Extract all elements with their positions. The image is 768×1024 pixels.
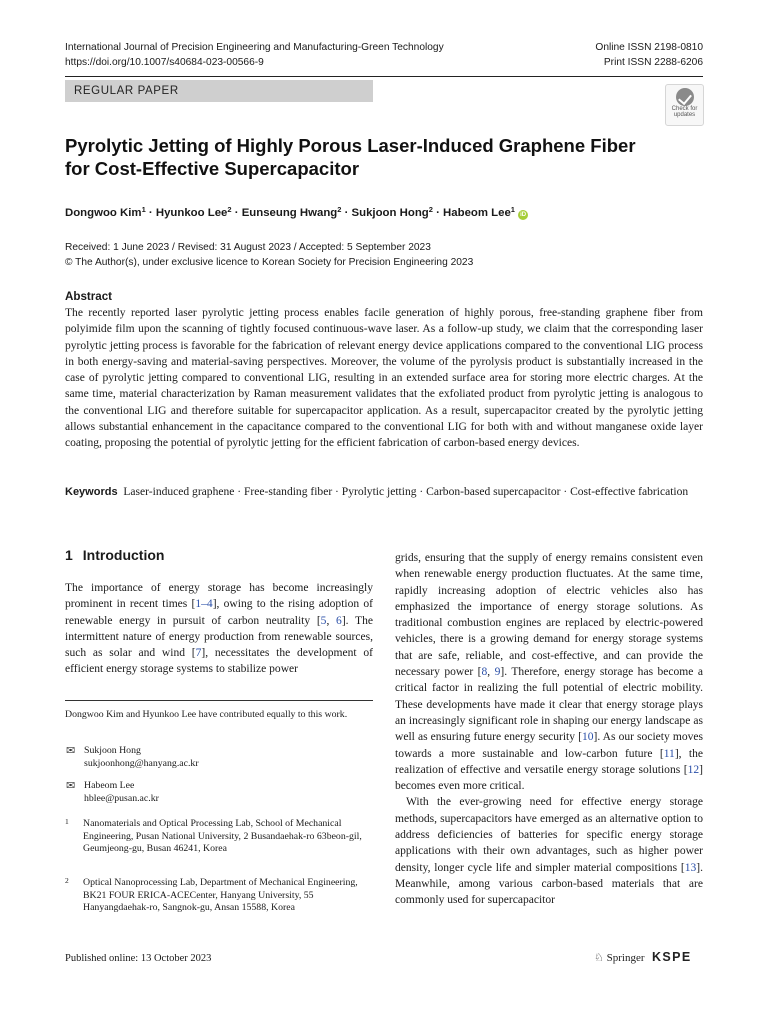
affiliation-number: 1 <box>65 817 69 826</box>
author-name[interactable]: Sukjoon Hong <box>351 207 429 219</box>
affiliation-number: 2 <box>65 876 69 885</box>
copyright-line: © The Author(s), under exclusive licence to Korean Society for Precision Engineering 2023 <box>65 257 474 268</box>
citation-link[interactable]: 1–4 <box>195 598 213 611</box>
author-affiliation: 1 <box>510 205 515 214</box>
text-run: ]. Therefore, energy storage has become a critical factor in realizing the full potential of electric mobility. These developments have made it clear that energy storage plays an increasingly significant role in shaping our energy landscape as well as ensuring future energy security [ <box>395 666 703 744</box>
text-run: ], the realization of effective and versatile energy storage solutions [ <box>395 747 703 776</box>
envelope-icon: ✉ <box>66 745 76 757</box>
author-name[interactable]: Eunseung Hwang <box>241 207 338 219</box>
orcid-icon[interactable]: iD <box>520 212 527 218</box>
text-run: ], necessitates the development of efficient energy storage systems to stabilize power <box>65 647 373 676</box>
text-run: ]. As our society moves towards a more sustainable and low-carbon future [ <box>395 731 703 760</box>
text-run: ] becomes even more critical. <box>395 763 703 793</box>
author-name[interactable]: Hyunkoo Lee <box>155 207 228 219</box>
citation-link[interactable]: 12 <box>687 763 700 776</box>
author-separator: · <box>432 207 444 219</box>
contact-email[interactable]: sukjoonhong@hanyang.ac.kr <box>84 758 199 769</box>
springer-label: Springer <box>606 952 645 964</box>
section-heading <box>65 547 164 563</box>
check-updates-line1: Check for <box>671 106 698 112</box>
citation-link[interactable]: 9 <box>494 666 501 679</box>
affiliation-text: Nanomaterials and Optical Processing Lab, School of Mechanical Engineering, Pusan National University, 2 Busandaehak-ro 63beon-gil, Geumjeong-gu, Busan 46241, Korea <box>83 818 362 855</box>
header-rule <box>65 76 703 77</box>
text-run: ], owing to the rising adoption of renewable energy in pursuit of carbon neutrality [ <box>65 598 373 627</box>
text-run: The importance of energy storage has become increasingly prominent in recent times [ <box>65 582 373 611</box>
paper-title <box>65 134 685 180</box>
springer-horse-icon: ♘ <box>594 952 604 964</box>
citation-link[interactable]: 10 <box>581 731 594 744</box>
article-type-badge: REGULAR PAPER <box>65 80 373 102</box>
affiliation-text: Optical Nanoprocessing Lab, Department of Mechanical Engineering, BK21 FOUR ERICA-ACECenter, Hanyang University, 55 Hanyangdaehak-ro, Sangnok-gu, Ansan 15588, Korea <box>83 877 358 914</box>
author-affiliation: 1 <box>141 205 146 214</box>
springer-logo <box>594 951 645 964</box>
envelope-icon: ✉ <box>66 780 76 792</box>
affiliation <box>65 877 365 929</box>
contact-email[interactable]: hblee@pusan.ac.kr <box>84 793 159 804</box>
corresponding-author <box>66 780 366 808</box>
footnote-rule <box>65 700 373 701</box>
keywords <box>65 484 703 500</box>
paragraph <box>395 794 703 908</box>
paragraph: grids, ensuring that the supply of energy remains consistent even when renewable energy production fluctuates. At the same time, rapidly increasing adoption of electric vehicles also has emphasized the importance of energy storage solutions. As traditional combustion engines are replaced by electric-powered vehicles, there is a growing demand for energy storage systems that are safe, reliable, and cost-effective, and can provide the necessary power [8, 9]. Therefore, energy storage has become a critical factor in realizing the full potential of electric mobility. These developments have made it clear that energy storage plays an increasingly significant role in shaping our energy landscape as well as ensuring future energy security [10]. As our society moves towards a more sustainable and low-carbon future [11], the realization of effective and versatile energy storage solutions [12] becomes even more critical. <box>395 552 703 793</box>
received-dates: Received: 1 June 2023 / Revised: 31 August 2023 / Accepted: 5 September 2023 <box>65 242 431 253</box>
author-affiliation: 2 <box>337 205 342 214</box>
doi-link[interactable]: https://doi.org/10.1007/s40684-023-00566-9 <box>65 57 264 68</box>
author-name[interactable]: Habeom Lee <box>443 207 511 219</box>
corresponding-author <box>66 745 366 773</box>
author-affiliation: 2 <box>428 205 433 214</box>
citation-link[interactable]: 13 <box>684 861 697 874</box>
right-column <box>395 550 703 909</box>
published-date: Published online: 13 October 2023 <box>65 953 212 964</box>
online-issn: Online ISSN 2198-0810 <box>595 42 703 53</box>
text-run: With the ever-growing need for effective energy storage methods, supercapacitors have emerged as an alternative option to address deficiencies of batteries for specific energy storage applications with their own advantages, such as higher power density, longer cycle life and simpler material compositions [ <box>395 796 703 874</box>
citation-link[interactable]: 6 <box>336 614 342 627</box>
journal-name: International Journal of Precision Engineering and Manufacturing-Green Technology <box>65 42 444 53</box>
title-line-2: for Cost-Effective Supercapacitor <box>65 158 360 179</box>
citation-link[interactable]: 8 <box>481 666 488 679</box>
contact-name: Habeom Lee <box>84 780 135 791</box>
text-run: grids, ensuring that the supply of energy remains consistent even when renewable energy production fluctuates. At the same time, rapidly increasing adoption of electric vehicles also has emphasized the importance of energy storage solutions. As traditional combustion engines are replaced by electric-powered vehicles, there is a growing demand for energy storage systems that are safe, reliable, and cost-effective, and can provide the necessary power [ <box>395 552 703 679</box>
print-issn: Print ISSN 2288-6206 <box>603 57 703 68</box>
paragraph: The importance of energy storage has become increasingly prominent in recent times [1–4], owing to the rising adoption of renewable energy in pursuit of carbon neutrality [5, 6]. The intermittent nature of energy production from renewable sources, such as solar and wind [7], necessitates the development of efficient energy storage systems to stabilize power <box>65 582 373 676</box>
author-affiliation: 2 <box>227 205 232 214</box>
author-separator: · <box>231 207 242 219</box>
citation-link[interactable]: 7 <box>195 647 202 660</box>
check-for-updates-button[interactable] <box>665 84 704 126</box>
title-line-1: Pyrolytic Jetting of Highly Porous Laser-Induced Graphene Fiber <box>65 135 636 156</box>
keywords-list: Laser-induced graphene · Free-standing fiber · Pyrolytic jetting · Carbon-based supercapacitor · Cost-effective fabrication <box>123 486 689 498</box>
section-title: Introduction <box>82 547 165 563</box>
article-history <box>65 240 473 270</box>
affiliation <box>65 818 365 870</box>
issn-block <box>595 40 703 70</box>
journal-header <box>65 40 444 70</box>
left-column <box>65 580 373 678</box>
section-number: 1 <box>65 547 73 563</box>
author-name[interactable]: Dongwoo Kim <box>65 207 142 219</box>
keywords-label: Keywords <box>65 486 118 498</box>
kspe-logo: KSPE <box>652 950 692 964</box>
check-updates-line2: updates <box>673 112 696 118</box>
text-run: ]. Meanwhile, among various carbon-based materials that are commonly used for supercapacitor <box>395 861 703 907</box>
text-run: ]. The intermittent nature of energy production from renewable sources, such as solar and wind [ <box>65 614 373 660</box>
author-separator: · <box>341 207 352 219</box>
check-updates-icon <box>676 88 694 106</box>
contact-name: Sukjoon Hong <box>84 745 141 756</box>
citation-link[interactable]: 11 <box>663 747 675 760</box>
abstract-body: The recently reported laser pyrolytic jetting process enables facile generation of highly porous, free-standing graphene fiber from polyimide film upon the scanning of tightly focused continuous-wave laser. As a follow-up study, we claim that the corresponding laser pyrolytic jetting process is favorable for the fabrication of relevant energy device applications compared to the conventional LIG process in both energy-saving and material-saving perspectives. Moreover, the volume of the pyrolysis product is substantially increased in the case of pyrolytic jetting compared to conventional LIG, resulting in an extended surface area for storing more electric charges. At the same time, material characterization by Raman measurement validates that the exfoliated product from pyrolytic jetting is analogous to the conventional LIG and therefore suitable for supercapacitor application. As a result, supercapacitor created by the pyrolytic jetting allows substantial enhancement in the capacitance compared to the conventional LIG for both with and without manganese oxide layer coating, proposing the potential of pyrolytic jetting for the efficient fabrication of carbon-based energy devices. <box>65 307 703 450</box>
citation-link[interactable]: 5 <box>320 614 327 627</box>
author-separator: · <box>145 207 156 219</box>
equal-contribution-note: Dongwoo Kim and Hyunkoo Lee have contributed equally to this work. <box>65 709 348 720</box>
author-list <box>65 202 528 221</box>
abstract-heading: Abstract <box>65 290 113 303</box>
